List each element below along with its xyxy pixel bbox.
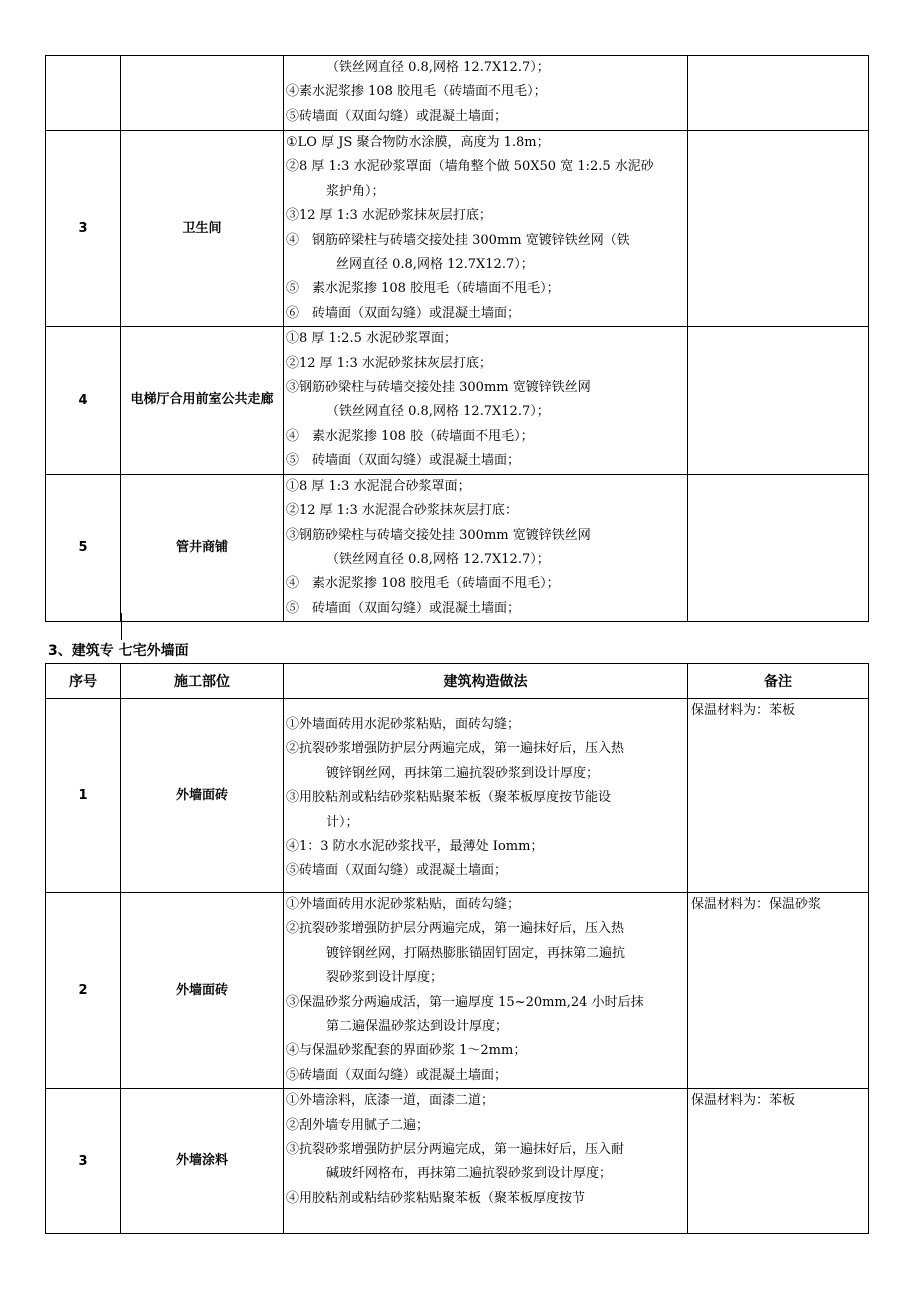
method-line: ①8 厚 1:2.5 水泥砂浆罩面； bbox=[286, 331, 457, 347]
method-line: ②12 厚 1:3 水泥砂浆抹灰层打底； bbox=[286, 355, 492, 371]
table-row bbox=[46, 1089, 869, 1234]
method-line: ①外墙涂料，底漆一道，面漆二道； bbox=[286, 1093, 495, 1109]
construction-part: 管井商铺 bbox=[121, 474, 284, 621]
construction-method bbox=[284, 1089, 688, 1234]
method-line: ②刮外墙专用腻子二遍； bbox=[286, 1117, 430, 1133]
construction-method bbox=[284, 327, 688, 474]
construction-part: 卫生间 bbox=[121, 131, 284, 327]
table-row bbox=[46, 699, 869, 893]
row-number bbox=[46, 56, 121, 131]
method-line: ②抗裂砂浆增强防护层分两遍完成，第一遍抹好后，压入热 bbox=[286, 921, 625, 937]
section-title: 3、建筑专 七宅外墙面 bbox=[48, 643, 189, 659]
method-line: ④1：3 防水水泥砂浆找平，最薄处 Iomm； bbox=[286, 839, 544, 855]
note-cell bbox=[688, 474, 869, 621]
row-number: 3 bbox=[46, 1089, 121, 1234]
note-cell: 保温材料为：苯板 bbox=[688, 1089, 869, 1234]
table-row bbox=[46, 474, 869, 621]
exterior-wall-table bbox=[45, 663, 869, 1234]
method-line: 裂砂浆到设计厚度； bbox=[326, 970, 444, 986]
construction-method bbox=[284, 474, 688, 621]
method-line: ①8 厚 1:3 水泥混合砂浆罩面； bbox=[286, 478, 471, 494]
header-serial-number: 序号 bbox=[46, 664, 121, 699]
note-cell bbox=[688, 327, 869, 474]
method-line: ③钢筋砂梁柱与砖墙交接处挂 300mm 宽镀锌铁丝网 bbox=[286, 380, 591, 396]
method-line: ①LO 厚 JS 聚合物防水涂膜，高度为 1.8m； bbox=[286, 135, 550, 150]
row-number: 3 bbox=[46, 131, 121, 327]
header-construction-method: 建筑构造做法 bbox=[284, 664, 688, 699]
header-notes: 备注 bbox=[688, 664, 869, 699]
method-line: （铁丝网直径 0.8,网格 12.7X12.7）； bbox=[326, 404, 550, 420]
method-line: 镀锌钢丝网，再抹第二遍抗裂砂浆到设计厚度； bbox=[326, 765, 600, 781]
construction-part: 外墙面砖 bbox=[121, 893, 284, 1089]
method-line: ⑤砖墙面（双面勾缝）或混凝土墙面； bbox=[286, 863, 508, 879]
construction-method bbox=[284, 699, 688, 893]
construction-part: 外墙涂料 bbox=[121, 1089, 284, 1234]
construction-method bbox=[284, 56, 688, 131]
method-line: ⑤ 砖墙面（双面勾缝）或混凝土墙面； bbox=[286, 453, 521, 469]
method-line: ⑥ 砖墙面（双面勾缝）或混凝土墙面； bbox=[286, 305, 521, 321]
method-line: ⑤ 素水泥浆掺 108 胶甩毛（砖墙面不甩毛）； bbox=[286, 281, 560, 297]
method-line: ④ 钢筋碎梁柱与砖墙交接处挂 300mm 宽镀锌铁丝网（铁 bbox=[286, 232, 630, 248]
method-line: ④用胶粘剂或粘结砂浆粘贴聚苯板（聚苯板厚度按节 bbox=[286, 1190, 586, 1206]
method-line: ③12 厚 1:3 水泥砂浆抹灰层打底； bbox=[286, 208, 492, 224]
table-row bbox=[46, 131, 869, 327]
method-line: 计）； bbox=[326, 814, 359, 830]
method-line: ③保温砂浆分两遍成活，第一遍厚度 15~20mm,24 小时后抹 bbox=[286, 994, 644, 1010]
row-number: 4 bbox=[46, 327, 121, 474]
method-line: 浆护角）； bbox=[326, 183, 385, 199]
method-line: ⑤ 砖墙面（双面勾缝）或混凝土墙面； bbox=[286, 600, 521, 616]
note-cell bbox=[688, 56, 869, 131]
method-line: （铁丝网直径 0.8,网格 12.7X12.7）； bbox=[326, 60, 550, 75]
method-line: ④素水泥浆掺 108 胶甩毛（砖墙面不甩毛）； bbox=[286, 84, 547, 100]
method-line: ③抗裂砂浆增强防护层分两遍完成，第一遍抹好后，压入耐 bbox=[286, 1142, 625, 1158]
construction-part: 外墙面砖 bbox=[121, 699, 284, 893]
method-line: 第二遍保温砂浆达到设计厚度； bbox=[326, 1019, 509, 1035]
table-row bbox=[46, 327, 869, 474]
row-number: 5 bbox=[46, 474, 121, 621]
construction-part: 电梯厅合用前室公共走廊 bbox=[121, 327, 284, 474]
method-line: 镀锌钢丝网，打隔热膨胀锚固钉固定，再抹第二遍抗 bbox=[326, 945, 626, 961]
note-cell: 保温材料为：保温砂浆 bbox=[688, 893, 869, 1089]
method-line: ②抗裂砂浆增强防护层分两遍完成，第一遍抹好后，压入热 bbox=[286, 741, 625, 757]
method-line: ②8 厚 1:3 水泥砂浆罩面（墙角整个做 50X50 宽 1:2.5 水泥砂 bbox=[286, 159, 654, 175]
method-line: ⑤砖墙面（双面勾缝）或混凝土墙面； bbox=[286, 108, 508, 124]
construction-method bbox=[284, 131, 688, 327]
method-line: （铁丝网直径 0.8,网格 12.7X12.7）； bbox=[326, 551, 550, 567]
method-line: 碱玻纤网格布，再抹第二遍抗裂砂浆到设计厚度； bbox=[326, 1166, 613, 1182]
method-line: ④ 素水泥浆掺 108 胶甩毛（砖墙面不甩毛）； bbox=[286, 576, 560, 592]
note-cell: 保温材料为：苯板 bbox=[688, 699, 869, 893]
method-line: 丝网直径 0.8,网格 12.7X12.7）； bbox=[336, 257, 534, 273]
note-cell bbox=[688, 131, 869, 327]
interior-wall-table bbox=[45, 55, 869, 622]
table-header-row bbox=[46, 664, 869, 699]
method-line: ④ 素水泥浆掺 108 胶（砖墙面不甩毛）； bbox=[286, 428, 534, 444]
method-line bbox=[286, 699, 687, 713]
method-line: ③钢筋砂梁柱与砖墙交接处挂 300mm 宽镀锌铁丝网 bbox=[286, 527, 591, 543]
construction-part bbox=[121, 56, 284, 131]
column-divider-fragment bbox=[121, 613, 122, 640]
header-construction-part: 施工部位 bbox=[121, 664, 284, 699]
method-line: ⑤砖墙面（双面勾缝）或混凝土墙面； bbox=[286, 1067, 508, 1083]
construction-method bbox=[284, 893, 688, 1089]
method-line: ②12 厚 1:3 水泥混合砂浆抹灰层打底： bbox=[286, 503, 518, 519]
table-row bbox=[46, 56, 869, 131]
method-line: ①外墙面砖用水泥砂浆粘贴，面砖勾缝； bbox=[286, 717, 521, 732]
method-line: ③用胶粘剂或粘结砂浆粘贴聚苯板（聚苯板厚度按节能设 bbox=[286, 790, 612, 806]
row-number: 2 bbox=[46, 893, 121, 1089]
row-number: 1 bbox=[46, 699, 121, 893]
method-line: ①外墙面砖用水泥砂浆粘贴，面砖勾缝； bbox=[286, 897, 521, 912]
table-row bbox=[46, 893, 869, 1089]
method-line: ④与保温砂浆配套的界面砂浆 1～2mm； bbox=[286, 1043, 527, 1059]
